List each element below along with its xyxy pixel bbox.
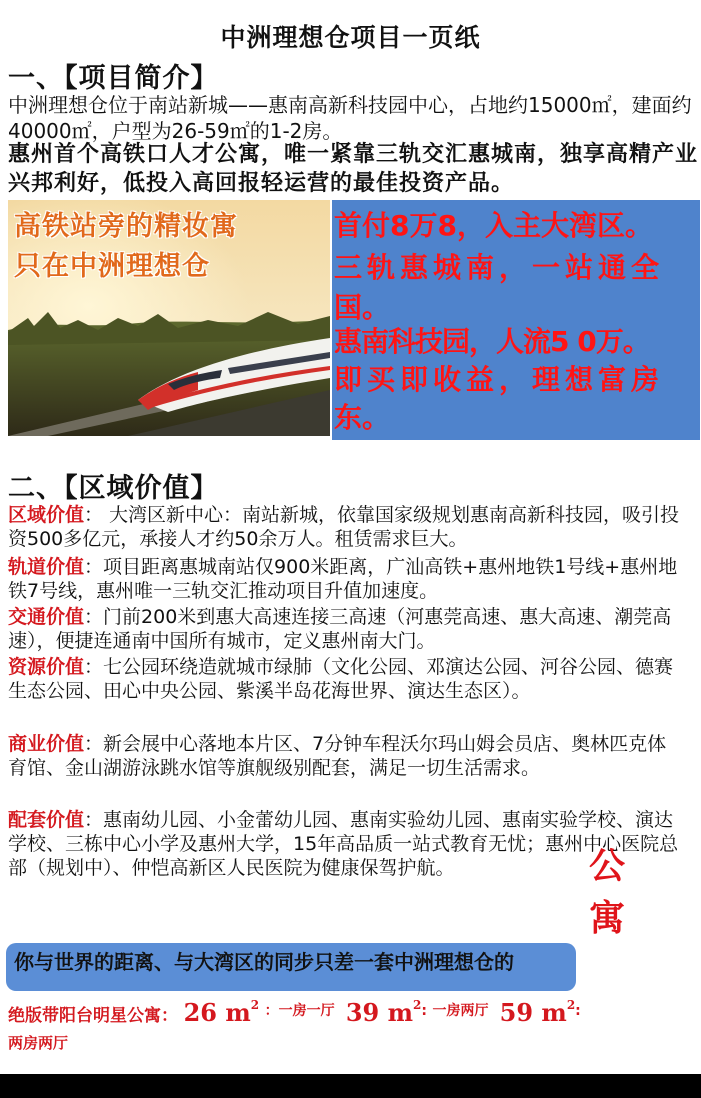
intro-text: 中洲理想仓位于南站新城——惠南高新科技园中心，占地约15000㎡，建面约40000㎡，户型为26-59㎡的1-2房。 — [8, 93, 692, 143]
overflow-char: 寓 — [588, 898, 625, 939]
value-item-resource — [8, 655, 680, 703]
unit-type: 一房两厅 — [432, 1003, 489, 1019]
value-label: 商业价值 — [8, 733, 85, 755]
value-label: 资源价值 — [8, 656, 85, 678]
intro-bold-text: 惠州首个高铁口人才公寓，唯一紧靠三轨交汇惠城南，独享高精产业兴邦利好，低投入高回报轻运营的最佳投资产品。 — [8, 142, 699, 196]
apartment-label: 绝版带阳台明星公寓 — [8, 1006, 161, 1026]
section2-heading: 二、【区域价值】 — [8, 473, 219, 504]
value-text: ： 大湾区新中心：南站新城，依靠国家级规划惠南高新科技园，吸引投资500多亿元，承接人才约50余万人。租赁需求巨大。 — [8, 504, 680, 550]
promo-line: 三轨惠城南，一站通全 — [334, 251, 665, 284]
unit-type: 两房两厅 — [8, 1034, 69, 1052]
promo-line: 惠南科技园，人流5 0万。 — [334, 325, 650, 358]
unit-type: 一房一厅 — [278, 1003, 335, 1019]
unit-sep: : — [421, 1003, 427, 1019]
promo-box — [332, 200, 700, 440]
photo-caption-2: 只在中洲理想仓 — [14, 251, 210, 282]
unit-area: 59 m — [499, 998, 567, 1027]
apartment-colon: ： — [161, 1006, 178, 1026]
promo-line: 国。 — [334, 291, 391, 324]
unit-area: 39 m — [345, 998, 413, 1027]
value-item-rail — [8, 555, 680, 603]
value-label: 轨道价值 — [8, 556, 85, 578]
value-text: ：新会展中心落地本片区、7分钟车程沃尔玛山姆会员店、奥林匹克体育馆、金山湖游泳跳水馆等旗舰级别配套，满足一切生活需求。 — [8, 733, 667, 779]
value-label: 配套价值 — [8, 809, 85, 831]
unit-area-sup: 2 — [250, 998, 260, 1012]
apartment-types — [8, 998, 698, 1027]
photo-caption-1: 高铁站旁的精妆寓 — [14, 211, 238, 242]
train-photo — [8, 200, 330, 436]
page-title: 中洲理想仓项目一页纸 — [220, 23, 481, 52]
value-text: ：惠南幼儿园、小金蕾幼儿园、惠南实验幼儿园、惠南实验学校、演达学校、三栋中心小学及惠州大学，15年高品质一站式教育无忧；惠州中心医院总部（规划中）、仲恺高新区人民医院为健康保驾护航。 — [8, 809, 679, 879]
promo-line: 即买即收益，理想富房 — [334, 363, 665, 396]
value-text: ：七公园环绕造就城市绿肺（文化公园、邓演达公园、河谷公园、德赛生态公园、田心中央公园、紫溪半岛花海世界、演达生态区）。 — [8, 656, 674, 702]
value-item-traffic — [8, 605, 680, 653]
unit-area-sup: 2 — [412, 998, 422, 1012]
value-text: ：门前200米到惠大高速连接三高速（河惠莞高速、惠大高速、潮莞高速），便捷连通南中国所有城市，定义惠州南大门。 — [8, 606, 672, 652]
value-item-facilities — [8, 808, 680, 880]
unit-area-sup: 2 — [566, 998, 576, 1012]
section1-heading: 一、【项目简介】 — [8, 63, 219, 94]
value-text: ：项目距离惠城南站仅900米距离，广汕高铁+惠州地铁1号线+惠州地铁7号线，惠州唯一三轨交汇推动项目升值加速度。 — [8, 556, 678, 602]
value-label: 区域价值 — [8, 504, 85, 526]
value-label: 交通价值 — [8, 606, 85, 628]
promo-line: 首付8万8，入主大湾区。 — [334, 209, 653, 242]
overflow-char: 公 — [588, 846, 625, 887]
unit-sep: : — [575, 1003, 581, 1019]
value-item-commerce — [8, 732, 680, 780]
bottom-bar — [0, 1074, 701, 1098]
slogan-banner: 你与世界的距离、与大湾区的同步只差一套中洲理想仓的 — [6, 943, 576, 991]
value-item-region — [8, 503, 680, 551]
promo-line: 东。 — [334, 401, 391, 434]
unit-sep: ： — [264, 1003, 279, 1019]
unit-area: 26 m — [183, 998, 251, 1027]
